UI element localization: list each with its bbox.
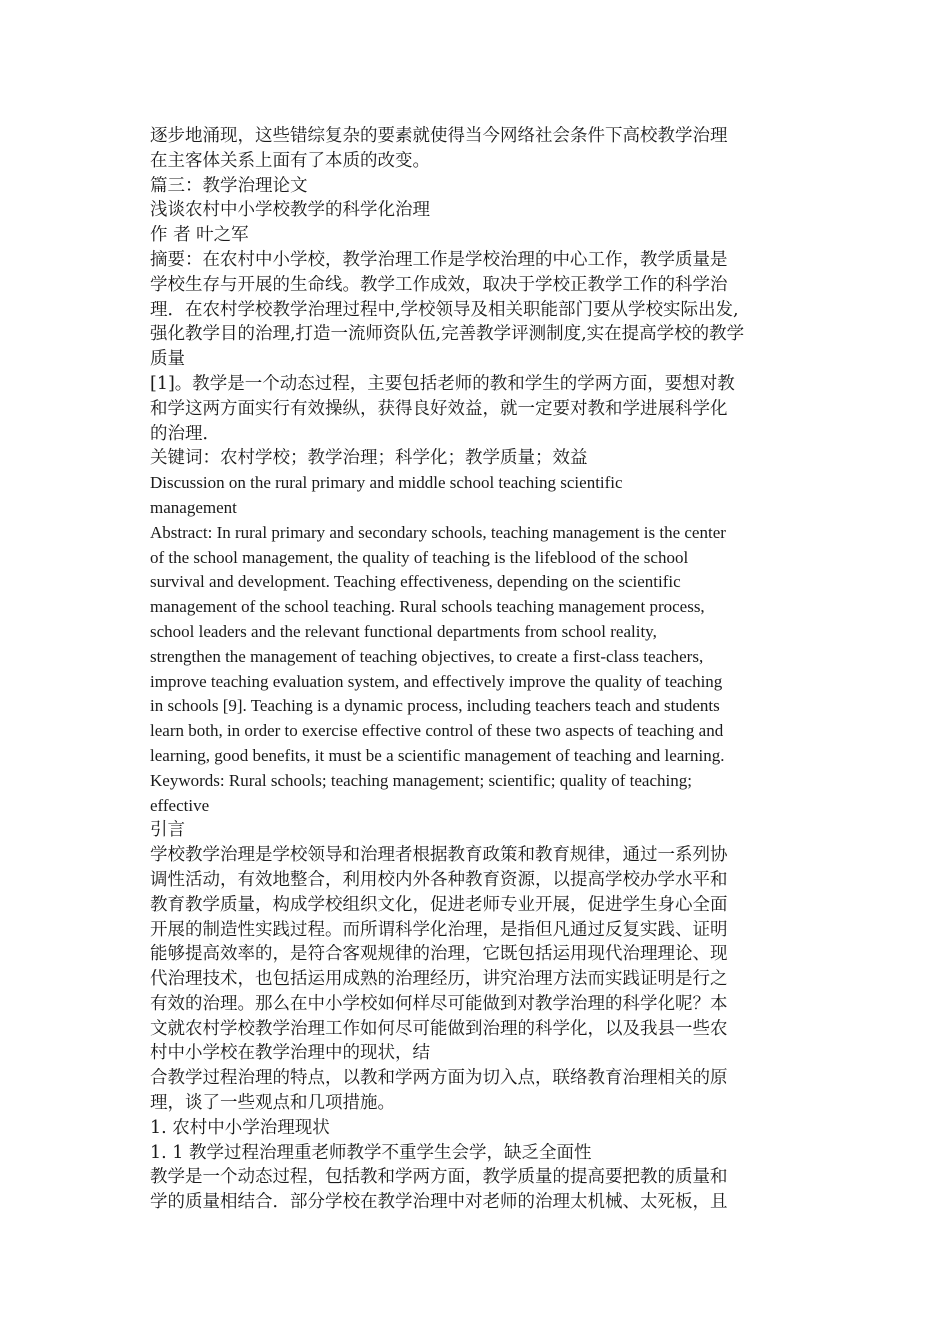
text-line: 调性活动，有效地整合，利用校内外各种教育资源，以提高学校办学水平和 — [150, 869, 728, 890]
text-line: 能够提高效率的，是符合客观规律的治理，它既包括运用现代治理理论、现 — [150, 944, 728, 965]
text-line: 作 者 叶之军 — [150, 225, 249, 246]
text-line: 教学是一个动态过程，包括教和学两方面，教学质量的提高要把教的质量和 — [150, 1167, 728, 1188]
text-line: 篇三：教学治理论文 — [150, 175, 308, 196]
text-line: 教育教学质量，构成学校组织文化，促进老师专业开展，促进学生身心全面 — [150, 894, 728, 915]
text-line: 1. 农村中小学治理现状 — [150, 1117, 330, 1138]
text-line: 学校生存与开展的生命线。教学工作成效，取决于学校正教学工作的科学治 — [150, 274, 728, 295]
text-line: learning, good benefits, it must be a scientific management of teaching and learning. — [150, 745, 725, 765]
text-line: 浅谈农村中小学校教学的科学化治理 — [150, 200, 430, 221]
text-line: 村中小学校在教学治理中的现状，结 — [150, 1043, 430, 1064]
document-page — [150, 124, 810, 1215]
text-line: 文就农村学校教学治理工作如何尽可能做到治理的科学化，以及我县一些农 — [150, 1018, 728, 1039]
text-line: 在主客体关系上面有了本质的改变。 — [150, 150, 430, 171]
text-line: of the school management, the quality of teaching is the lifeblood of the school — [150, 547, 689, 567]
text-line: 代治理技术，也包括运用成熟的治理经历，讲究治理方法而实践证明是行之 — [150, 969, 728, 990]
text-line: Keywords: Rural schools; teaching management; scientific; quality of teaching; — [150, 770, 692, 790]
text-line: 的治理． — [150, 423, 220, 444]
text-line: learn both, in order to exercise effective control of these two aspects of teaching and — [150, 721, 724, 741]
text-line: 学校教学治理是学校领导和治理者根据教育政策和教育规律，通过一系列协 — [150, 845, 728, 866]
text-line: 理，谈了一些观点和几项措施。 — [150, 1093, 395, 1114]
text-line: 合教学过程治理的特点，以教和学两方面为切入点，联络教育治理相关的原 — [150, 1068, 728, 1089]
text-line: in schools [9]. Teaching is a dynamic process, including teachers teach and students — [150, 696, 720, 716]
text-line: 理．在农村学校教学治理过程中,学校领导及相关职能部门要从学校实际出发, — [150, 299, 739, 320]
text-line: management — [150, 497, 237, 517]
text-line: 学的质量相结合．部分学校在教学治理中对老师的治理太机械、太死板，且 — [150, 1192, 728, 1213]
text-line: Abstract: In rural primary and secondary schools, teaching management is the center — [150, 522, 726, 542]
text-line: 质量 — [150, 349, 185, 370]
text-line: management of the school teaching. Rural schools teaching management process, — [150, 597, 705, 617]
text-line: 关键词：农村学校；教学治理；科学化；教学质量；效益 — [150, 448, 588, 469]
text-line: 开展的制造性实践过程。而所谓科学化治理，是指但凡通过反复实践、证明 — [150, 919, 728, 940]
text-line: [1]。教学是一个动态过程，主要包括老师的教和学生的学两方面，要想对教 — [150, 373, 735, 394]
text-line: 摘要：在农村中小学校，教学治理工作是学校治理的中心工作，教学质量是 — [150, 249, 728, 270]
text-line: effective — [150, 795, 210, 815]
text-line: 和学这两方面实行有效操纵，获得良好效益，就一定要对教和学进展科学化 — [150, 398, 728, 419]
text-line: strengthen the management of teaching objectives, to create a first-class teachers, — [150, 646, 704, 666]
text-line: 有效的治理。那么在中小学校如何样尽可能做到对教学治理的科学化呢？本 — [150, 993, 728, 1014]
text-line: 引言 — [150, 820, 185, 841]
text-line: 1. 1 教学过程治理重老师教学不重学生会学，缺乏全面性 — [150, 1142, 592, 1163]
text-line: 强化教学目的治理,打造一流师资队伍,完善教学评测制度,实在提高学校的教学 — [150, 324, 745, 345]
text-line: Discussion on the rural primary and middle school teaching scientific — [150, 473, 623, 493]
text-line: survival and development. Teaching effectiveness, depending on the scientific — [150, 572, 681, 592]
text-line: 逐步地涌现，这些错综复杂的要素就使得当今网络社会条件下高校教学治理 — [150, 126, 728, 146]
text-line: improve teaching evaluation system, and effectively improve the quality of teaching — [150, 671, 723, 691]
text-line: school leaders and the relevant functional departments from school reality, — [150, 621, 657, 641]
